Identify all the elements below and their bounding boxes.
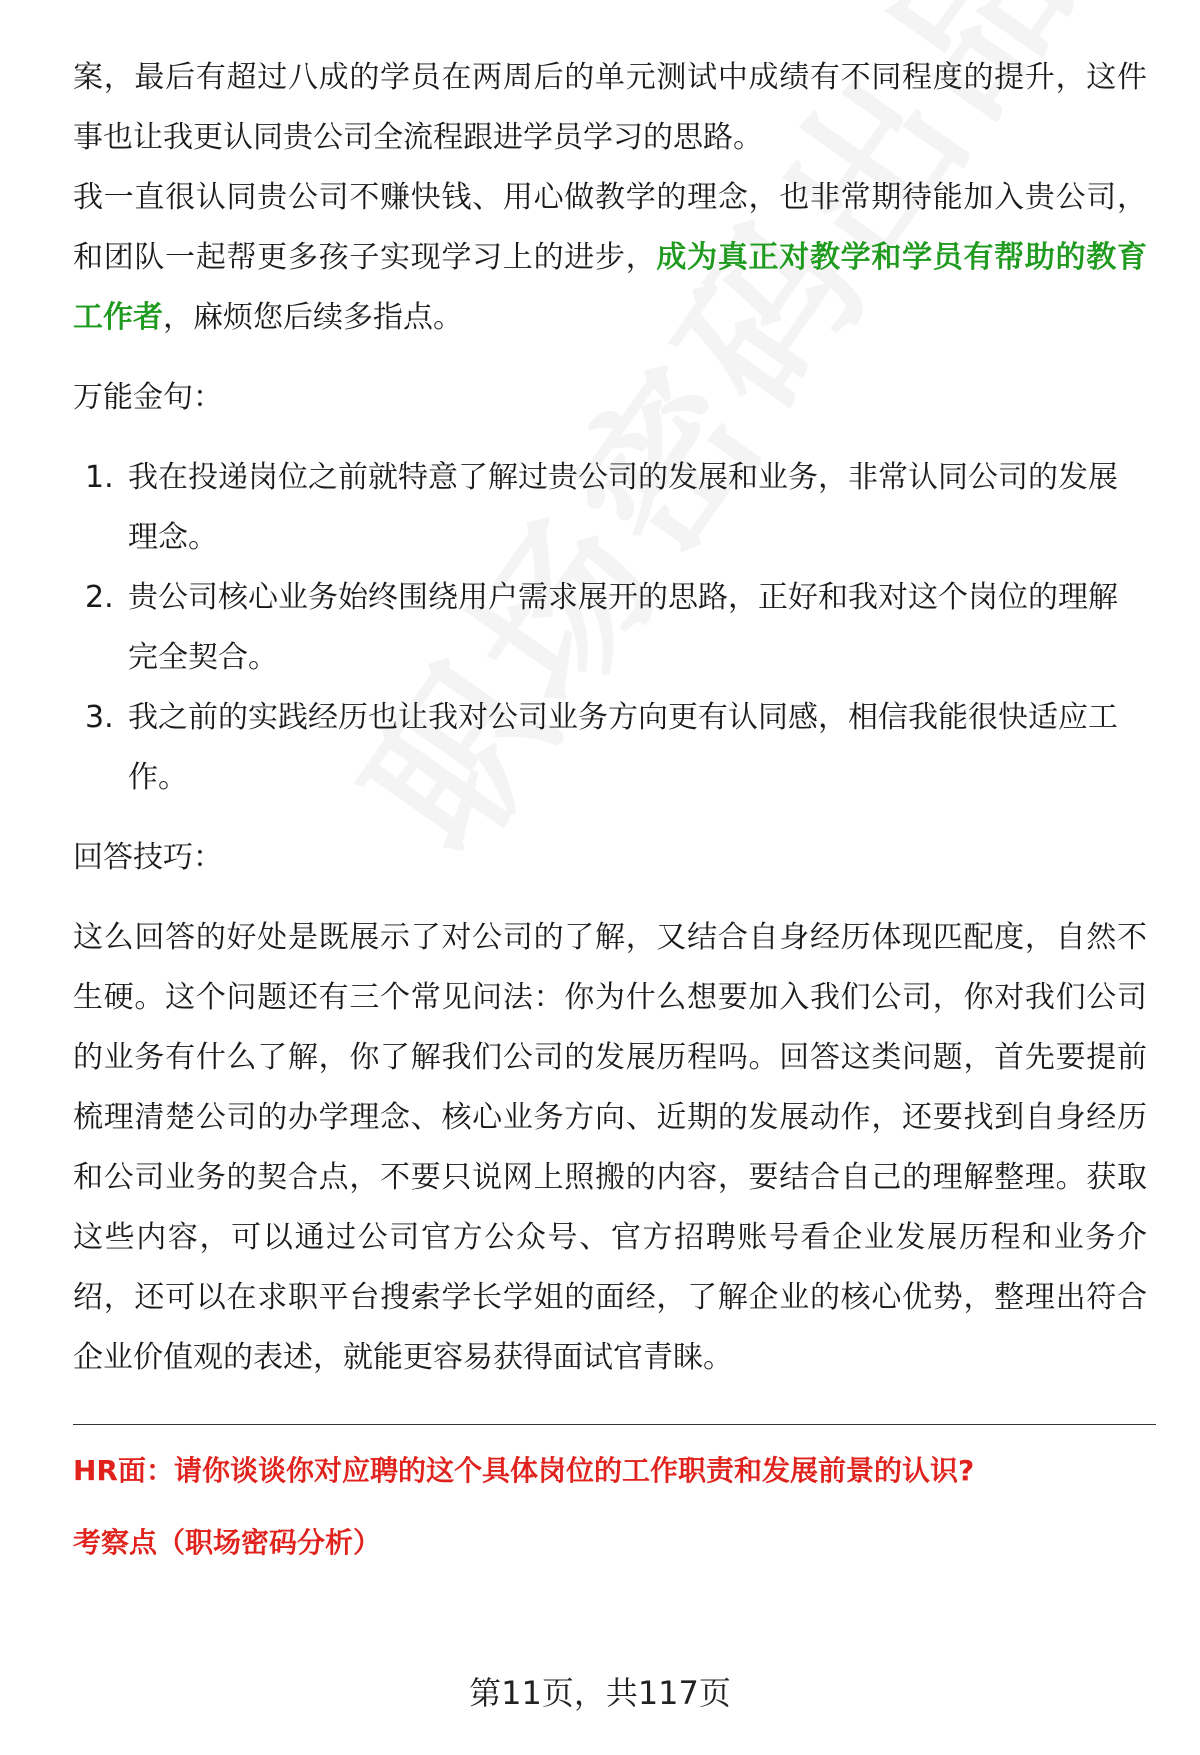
list-item-number: 3. [85, 700, 114, 735]
list-item-text: 贵公司核心业务始终围绕用户需求展开的思路，正好和我对这个岗位的理解完全契合。 [128, 580, 1118, 675]
list-item-text: 我在投递岗位之前就特意了解过贵公司的发展和业务，非常认同公司的发展理念。 [128, 460, 1118, 555]
intro-p2-after: ，麻烦您后续多指点。 [163, 300, 463, 335]
phrases-heading: 万能金句： [73, 380, 223, 415]
page-content [73, 48, 1147, 1573]
intro-paragraph-2 [73, 168, 1147, 348]
tips-body: 这么回答的好处是既展示了对公司的了解，又结合自身经历体现匹配度，自然不生硬。这个问题还有三个常见问法：你为什么想要加入我们公司，你对我们公司的业务有什么了解，你了解我们公司的发展历程吗。回答这类问题，首先要提前梳理清楚公司的办学理念、核心业务方向、近期的发展动作，还要找到自身经历和公司业务的契合点，不要只说网上照搬的内容，要结合自己的理解整理。获取这些内容，可以通过公司官方公众号、官方招聘账号看企业发展历程和业务介绍，还可以在求职平台搜索学长学姐的面经，了解企业的核心优势，整理出符合企业价值观的表述，就能更容易获得面试官青睐。 [73, 920, 1147, 1375]
list-item [73, 688, 1147, 808]
phrases-list [73, 448, 1147, 808]
next-point: 考察点（职场密码分析） [73, 1526, 382, 1559]
list-item [73, 448, 1147, 568]
intro-paragraph-1: 案，最后有超过八成的学员在两周后的单元测试中成绩有不同程度的提升，这件事也让我更认同贵公司全流程跟进学员学习的思路。 [73, 60, 1147, 155]
intro-p2-highlight: 成为真正对教学和学员有帮助的教育工作者 [73, 240, 1148, 335]
page-number: 第11页，共117页 [469, 1674, 731, 1712]
list-item-number: 2. [85, 580, 114, 615]
next-question: HR面：请你谈谈你对应聘的这个具体岗位的工作职责和发展前景的认识? [73, 1454, 975, 1487]
list-item-number: 1. [85, 460, 114, 495]
list-item-text: 我之前的实践经历也让我对公司业务方向更有认同感，相信我能很快适应工作。 [128, 700, 1118, 795]
tips-heading: 回答技巧： [73, 840, 223, 875]
list-item [73, 568, 1147, 688]
intro-p2-before: 我一直很认同贵公司不赚快钱、用心做教学的理念，也非常期待能加入贵公司，和团队一起帮更多孩子实现学习上的进步， [73, 180, 1147, 275]
